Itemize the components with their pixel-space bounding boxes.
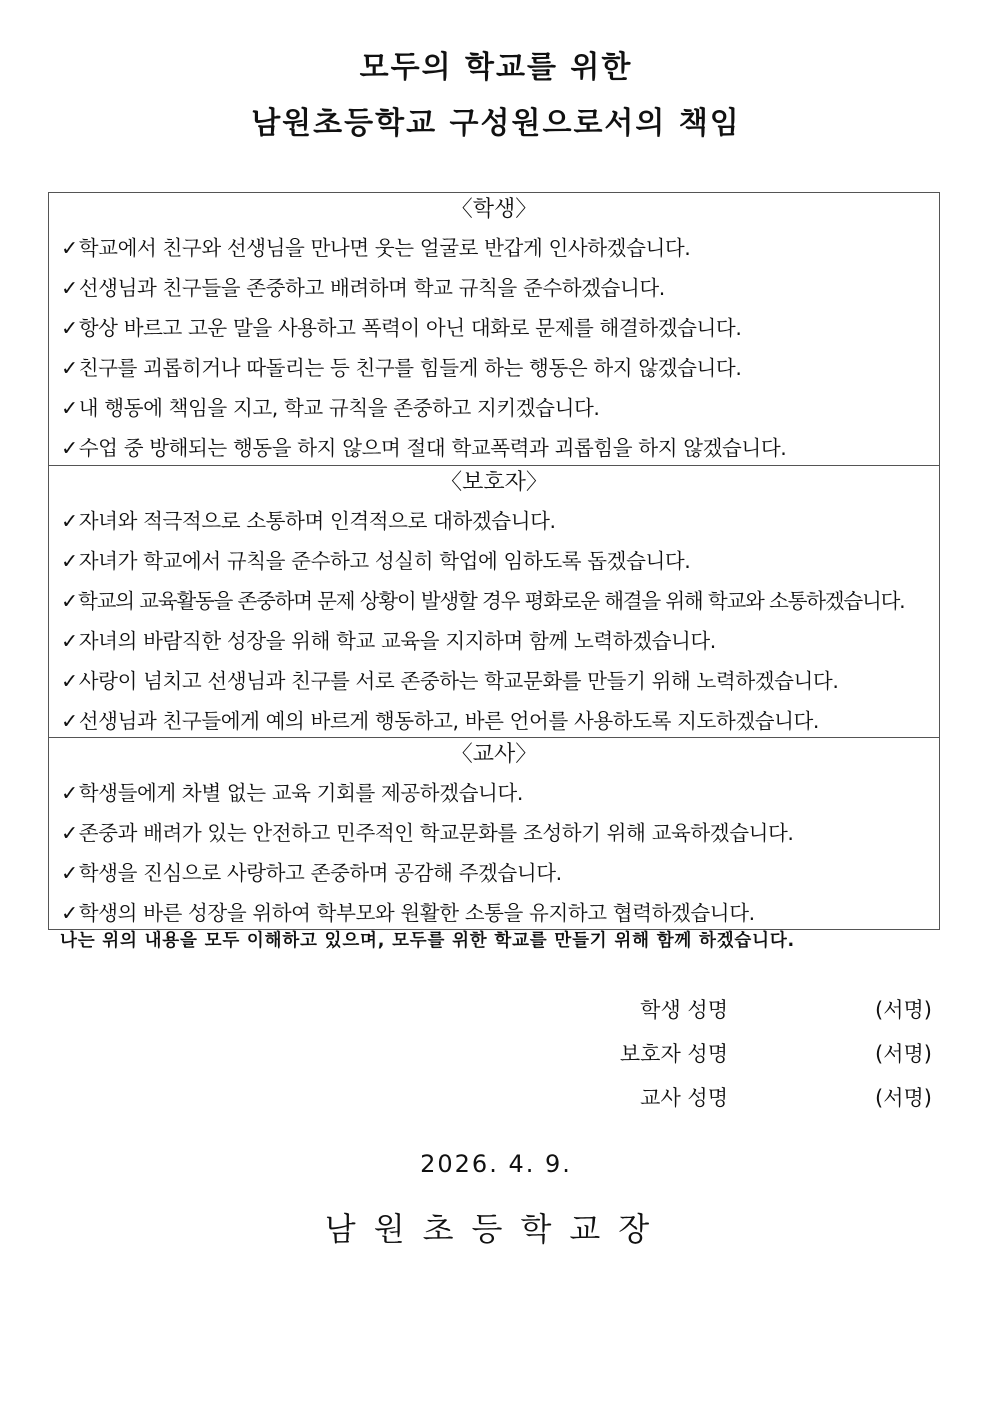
list-item-text: 친구를 괴롭히거나 따돌리는 등 친구를 힘들게 하는 행동은 하지 않겠습니다. — [78, 356, 742, 380]
teacher-signature-row — [0, 1082, 992, 1112]
teacher-signature-label: 교사 성명 — [640, 1086, 728, 1110]
list-item — [61, 894, 939, 934]
teacher-section-title: 〈교사〉 — [450, 742, 538, 767]
check-icon: ✓ — [61, 861, 78, 885]
list-item — [61, 622, 939, 662]
list-item — [61, 229, 939, 269]
parent-section — [48, 465, 940, 738]
parent-signature-row — [0, 1038, 992, 1068]
list-item — [61, 854, 939, 894]
list-item-text: 학생을 진심으로 사랑하고 존중하며 공감해 주겠습니다. — [78, 861, 562, 885]
check-icon: ✓ — [61, 669, 78, 693]
check-icon: ✓ — [61, 236, 78, 260]
student-section — [48, 192, 940, 466]
list-item — [61, 309, 939, 349]
check-icon: ✓ — [61, 589, 77, 613]
list-item-text: 선생님과 친구들에게 예의 바르게 행동하고, 바른 언어를 사용하도록 지도하겠습니다. — [78, 709, 820, 733]
check-icon: ✓ — [61, 276, 78, 300]
document-date: 2026. 4. 9. — [420, 1150, 572, 1178]
parent-signature-label: 보호자 성명 — [619, 1042, 728, 1066]
list-item-text: 항상 바르고 고운 말을 사용하고 폭력이 아닌 대화로 문제를 해결하겠습니다. — [78, 316, 742, 340]
page-title-line1: 모두의 학교를 위한 — [359, 50, 633, 85]
list-item-text: 사랑이 넘치고 선생님과 친구를 서로 존중하는 학교문화를 만들기 위해 노력하겠습니다. — [78, 669, 839, 693]
teacher-signature-mark: (서명) — [875, 1086, 932, 1110]
parent-list — [49, 502, 939, 742]
student-signature-row — [0, 994, 992, 1024]
page-title-line2: 남원초등학교 구성원으로서의 책임 — [251, 106, 741, 141]
list-item — [61, 774, 939, 814]
student-section-title: 〈학생〉 — [450, 197, 538, 222]
check-icon: ✓ — [61, 396, 78, 420]
check-icon: ✓ — [61, 549, 78, 573]
check-icon: ✓ — [61, 901, 78, 925]
teacher-section — [48, 737, 940, 930]
student-signature-label: 학생 성명 — [640, 998, 728, 1022]
list-item — [61, 542, 939, 582]
list-item-text: 자녀가 학교에서 규칙을 준수하고 성실히 학업에 임하도록 돕겠습니다. — [78, 549, 691, 573]
teacher-list — [49, 774, 939, 934]
list-item — [61, 582, 939, 622]
list-item-text: 내 행동에 책임을 지고, 학교 규칙을 존중하고 지키겠습니다. — [78, 396, 600, 420]
list-item — [61, 702, 939, 742]
list-item — [61, 389, 939, 429]
list-item-text: 존중과 배려가 있는 안전하고 민주적인 학교문화를 조성하기 위해 교육하겠습니다. — [78, 821, 794, 845]
list-item — [61, 269, 939, 309]
list-item-text: 수업 중 방해되는 행동을 하지 않으며 절대 학교폭력과 괴롭힘을 하지 않겠습니다. — [78, 436, 787, 460]
check-icon: ✓ — [61, 629, 78, 653]
list-item — [61, 662, 939, 702]
list-item-text: 학생의 바른 성장을 위하여 학부모와 원활한 소통을 유지하고 협력하겠습니다. — [78, 901, 755, 925]
list-item — [61, 429, 939, 469]
list-item — [61, 349, 939, 389]
list-item-text: 자녀의 바람직한 성장을 위해 학교 교육을 지지하며 함께 노력하겠습니다. — [78, 629, 716, 653]
check-icon: ✓ — [61, 316, 78, 340]
parent-section-title: 〈보호자〉 — [440, 470, 548, 495]
check-icon: ✓ — [61, 821, 78, 845]
list-item-text: 학교에서 친구와 선생님을 만나면 웃는 얼굴로 반갑게 인사하겠습니다. — [78, 236, 691, 260]
check-icon: ✓ — [61, 709, 78, 733]
check-icon: ✓ — [61, 509, 78, 533]
list-item-text: 선생님과 친구들을 존중하고 배려하며 학교 규칙을 준수하겠습니다. — [78, 276, 665, 300]
list-item-text: 학교의 교육활동을 존중하며 문제 상황이 발생할 경우 평화로운 해결을 위해 학교와 소통하겠습니다. — [77, 589, 905, 613]
parent-signature-mark: (서명) — [875, 1042, 932, 1066]
list-item-text: 자녀와 적극적으로 소통하며 인격적으로 대하겠습니다. — [78, 509, 556, 533]
list-item — [61, 814, 939, 854]
list-item-text: 학생들에게 차별 없는 교육 기회를 제공하겠습니다. — [78, 781, 523, 805]
student-signature-mark: (서명) — [875, 998, 932, 1022]
check-icon: ✓ — [61, 356, 78, 380]
principal-signature: 남원초등학교장 — [324, 1210, 668, 1248]
list-item — [61, 502, 939, 542]
student-list — [49, 229, 939, 469]
pledge-statement: 나는 위의 내용을 모두 이해하고 있으며, 모두를 위한 학교를 만들기 위해 함께 하겠습니다. — [60, 931, 795, 951]
check-icon: ✓ — [61, 781, 78, 805]
check-icon: ✓ — [61, 436, 78, 460]
